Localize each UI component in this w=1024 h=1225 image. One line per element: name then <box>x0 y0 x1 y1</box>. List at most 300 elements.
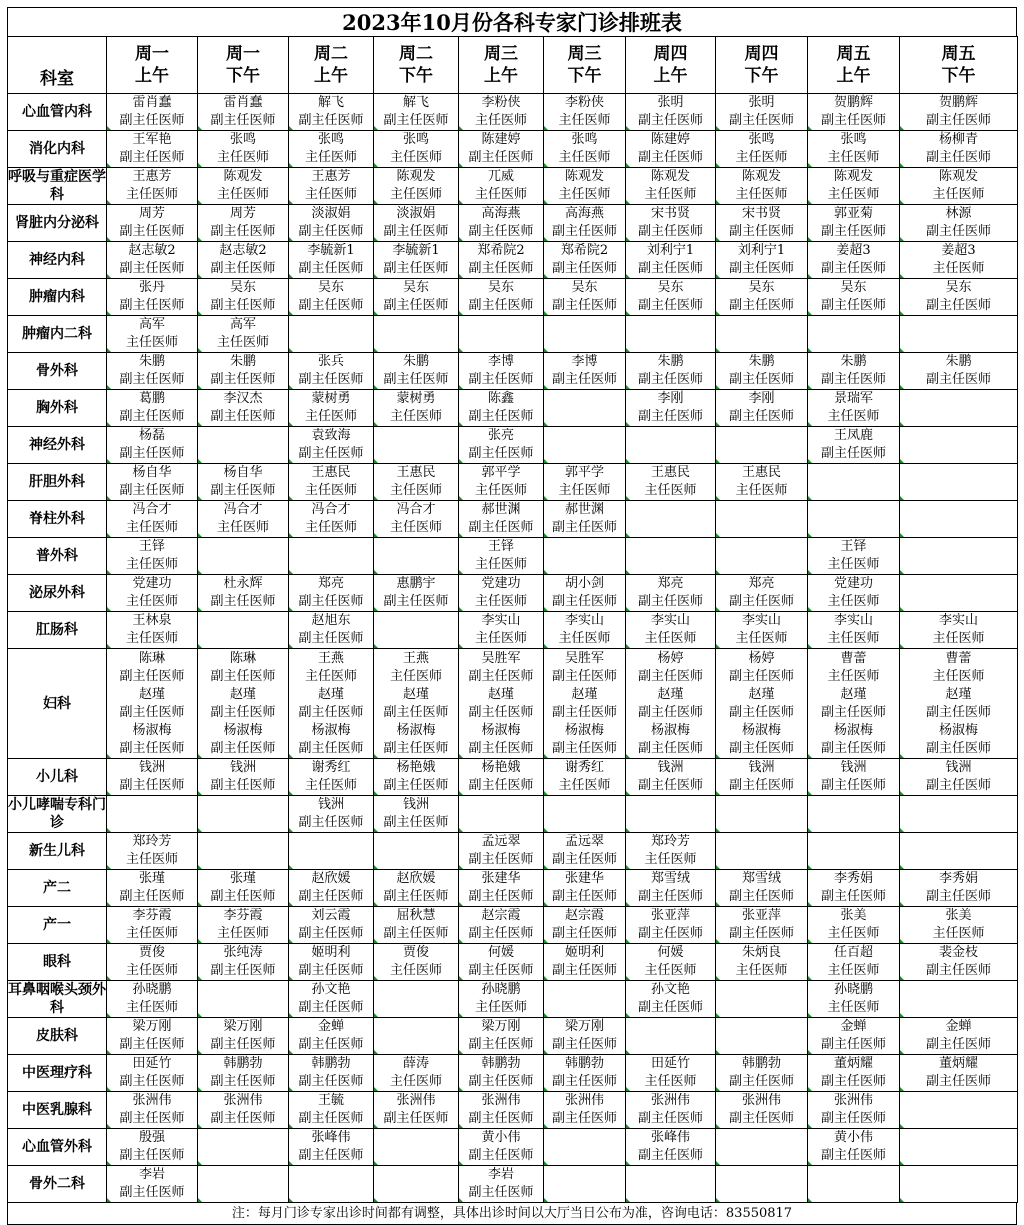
doctor-title: 副主任医师 <box>637 778 703 793</box>
schedule-cell <box>544 131 626 168</box>
cell-corner-marker <box>107 1050 111 1054</box>
cell-corner-marker <box>544 459 548 463</box>
schedule-cell <box>808 944 900 981</box>
day-header-1 <box>107 37 198 94</box>
schedule-cell <box>374 353 459 390</box>
cell-corner-marker <box>716 1087 720 1091</box>
schedule-cell <box>626 1055 716 1092</box>
cell-corner-marker <box>626 163 630 167</box>
doctor-title: 副主任医师 <box>820 778 886 793</box>
cell-corner-marker <box>374 496 378 500</box>
doctor-name: 解飞 <box>317 95 344 110</box>
table-row <box>8 870 1018 907</box>
doctor-name: 王惠民 <box>311 465 351 480</box>
cell-corner-marker <box>900 1087 904 1091</box>
schedule-cell <box>198 796 289 833</box>
cell-corner-marker <box>374 348 378 352</box>
cell-corner-marker <box>289 385 293 389</box>
doctor-name: 贺鹏辉 <box>833 95 873 110</box>
doctor-title: 副主任医师 <box>820 704 886 720</box>
doctor-title: 主任医师 <box>125 631 178 646</box>
doctor-title: 主任医师 <box>644 1074 697 1089</box>
doctor-name: 何媛 <box>487 945 514 960</box>
doctor-name: 张峰伟 <box>311 1130 351 1145</box>
footer-note: 注：每月门诊专家出诊时间都有调整，具体出诊时间以大厅当日公布为准，咨询电话：83550817 <box>7 1203 1017 1225</box>
cell-corner-marker <box>900 1161 904 1165</box>
doctor-title: 主任医师 <box>827 557 880 572</box>
doctor-name: 吴东 <box>487 280 514 295</box>
doctor-name: 郑雪绒 <box>741 871 781 886</box>
cell-corner-marker <box>900 865 904 869</box>
schedule-cell <box>900 981 1018 1018</box>
doctor-name: 李实山 <box>741 613 781 628</box>
cell-corner-marker <box>198 828 202 832</box>
doctor-title: 主任医师 <box>125 852 178 867</box>
doctor-title: 主任医师 <box>827 409 880 424</box>
doctor-title: 副主任医师 <box>383 113 449 128</box>
schedule-cell <box>808 907 900 944</box>
schedule-cell <box>544 427 626 464</box>
doctor-name: 张明 <box>657 95 684 110</box>
doctor-title: 副主任医师 <box>298 1074 364 1089</box>
cell-corner-marker <box>289 865 293 869</box>
cell-corner-marker <box>107 607 111 611</box>
doctor-name: 王毓 <box>317 1093 344 1108</box>
cell-corner-marker <box>459 1087 463 1091</box>
cell-corner-marker <box>544 200 548 204</box>
cell-corner-marker <box>374 200 378 204</box>
doctor-name: 冯合才 <box>132 502 172 517</box>
cell-corner-marker <box>198 348 202 352</box>
day-header-weekday: 周四 <box>744 44 779 64</box>
schedule-cell <box>289 649 374 759</box>
schedule-cell <box>459 796 544 833</box>
cell-corner-marker <box>374 607 378 611</box>
schedule-cell <box>107 168 198 205</box>
doctor-name: 冯合才 <box>311 502 351 517</box>
schedule-cell <box>808 1092 900 1129</box>
cell-corner-marker <box>374 644 378 648</box>
doctor-title: 副主任医师 <box>210 668 276 684</box>
doctor-name: 赵瑾 <box>229 686 256 702</box>
cell-corner-marker <box>459 237 463 241</box>
cell-corner-marker <box>289 348 293 352</box>
cell-corner-marker <box>900 902 904 906</box>
doctor-title: 副主任医师 <box>925 150 991 165</box>
doctor-name: 朱炳良 <box>741 945 781 960</box>
schedule-cell <box>900 1166 1018 1203</box>
table-row <box>8 464 1018 501</box>
cell-corner-marker <box>198 644 202 648</box>
cell-corner-marker <box>716 274 720 278</box>
doctor-title: 副主任医师 <box>637 740 703 756</box>
schedule-cell <box>289 390 374 427</box>
doctor-name: 张洲伟 <box>396 1093 436 1108</box>
doctor-name: 陈琳 <box>138 650 165 666</box>
schedule-cell <box>544 464 626 501</box>
doctor-title: 副主任医师 <box>637 409 703 424</box>
doctor-title: 主任医师 <box>644 852 697 867</box>
doctor-title: 副主任医师 <box>728 261 794 276</box>
cell-corner-marker <box>900 348 904 352</box>
cell-corner-marker <box>198 385 202 389</box>
doctor-name: 赵瑾 <box>487 686 514 702</box>
doctor-title: 副主任医师 <box>383 704 449 720</box>
cell-corner-marker <box>374 754 378 758</box>
day-header-period: 下午 <box>941 66 976 86</box>
doctor-name: 孙晓鹏 <box>481 982 521 997</box>
schedule-cell <box>198 316 289 353</box>
doctor-title: 副主任医师 <box>468 520 534 535</box>
cell-corner-marker <box>459 1124 463 1128</box>
doctor-title: 副主任医师 <box>551 963 617 978</box>
day-header-7 <box>626 37 716 94</box>
cell-corner-marker <box>900 496 904 500</box>
schedule-cell <box>900 501 1018 538</box>
cell-corner-marker <box>626 1198 630 1202</box>
doctor-title: 副主任医师 <box>119 372 185 387</box>
doctor-name: 张瑾 <box>229 871 256 886</box>
cell-corner-marker <box>900 1124 904 1128</box>
cell-corner-marker <box>198 1050 202 1054</box>
doctor-name: 张建华 <box>481 871 521 886</box>
schedule-cell <box>544 168 626 205</box>
table-row <box>8 316 1018 353</box>
day-header-8 <box>716 37 808 94</box>
day-header-period: 上午 <box>135 66 169 86</box>
schedule-cell <box>716 390 808 427</box>
schedule-cell <box>459 94 544 131</box>
cell-corner-marker <box>808 644 812 648</box>
schedule-cell <box>716 796 808 833</box>
schedule-cell <box>716 1092 808 1129</box>
doctor-title: 副主任医师 <box>728 298 794 313</box>
doctor-name: 刘云霞 <box>311 908 351 923</box>
schedule-cell <box>374 168 459 205</box>
day-header-weekday: 周一 <box>135 44 169 64</box>
schedule-cell <box>544 390 626 427</box>
day-header-10 <box>900 37 1018 94</box>
cell-corner-marker <box>626 496 630 500</box>
schedule-cell <box>374 833 459 870</box>
cell-corner-marker <box>716 163 720 167</box>
day-header-weekday: 周五 <box>941 44 976 64</box>
schedule-cell <box>459 538 544 575</box>
schedule-cell <box>459 833 544 870</box>
doctor-name: 张洲伟 <box>650 1093 690 1108</box>
doctor-name: 周芳 <box>229 206 256 221</box>
schedule-cell <box>900 390 1018 427</box>
day-header-period: 上午 <box>653 66 688 86</box>
doctor-name: 杨淑梅 <box>564 722 604 738</box>
schedule-cell <box>459 316 544 353</box>
doctor-title: 副主任医师 <box>210 889 276 904</box>
doctor-name: 张峰伟 <box>650 1130 690 1145</box>
doctor-title: 主任医师 <box>558 113 611 128</box>
schedule-cell <box>459 649 544 759</box>
cell-corner-marker <box>107 200 111 204</box>
schedule-cell <box>808 353 900 390</box>
cell-corner-marker <box>808 865 812 869</box>
day-header-weekday: 周三 <box>567 44 602 64</box>
schedule-cell <box>374 242 459 279</box>
doctor-title: 主任医师 <box>216 335 269 350</box>
doctor-title: 副主任医师 <box>925 704 991 720</box>
cell-corner-marker <box>900 311 904 315</box>
schedule-cell <box>374 1166 459 1203</box>
doctor-name: 吴东 <box>657 280 684 295</box>
cell-corner-marker <box>198 902 202 906</box>
schedule-cell <box>544 501 626 538</box>
dept-cell: 呼吸与重症医学科 <box>8 169 106 203</box>
cell-corner-marker <box>459 1013 463 1017</box>
doctor-title: 主任医师 <box>389 483 442 498</box>
doctor-name: 张洲伟 <box>741 1093 781 1108</box>
doctor-name: 董炳耀 <box>833 1056 873 1071</box>
doctor-name: 赵瑾 <box>840 686 867 702</box>
cell-corner-marker <box>289 791 293 795</box>
cell-corner-marker <box>374 311 378 315</box>
cell-corner-marker <box>289 1050 293 1054</box>
schedule-cell <box>459 1129 544 1166</box>
schedule-cell <box>716 316 808 353</box>
doctor-title: 副主任医师 <box>468 852 534 867</box>
doctor-name: 郑玲芳 <box>132 834 172 849</box>
schedule-cell <box>808 612 900 649</box>
table-row <box>8 575 1018 612</box>
table-row <box>8 538 1018 575</box>
doctor-title: 副主任医师 <box>728 889 794 904</box>
doctor-name: 姜超3 <box>836 243 871 258</box>
cell-corner-marker <box>544 163 548 167</box>
cell-corner-marker <box>289 237 293 241</box>
doctor-title: 主任医师 <box>932 187 985 202</box>
schedule-cell <box>289 464 374 501</box>
cell-corner-marker <box>459 496 463 500</box>
doctor-name: 冯合才 <box>396 502 436 517</box>
doctor-name: 淡淑娟 <box>311 206 351 221</box>
schedule-cell <box>107 94 198 131</box>
cell-corner-marker <box>626 976 630 980</box>
cell-corner-marker <box>626 902 630 906</box>
cell-corner-marker <box>900 237 904 241</box>
doctor-name: 杨艳娥 <box>396 760 436 775</box>
schedule-title: 2023年10月份各科专家门诊排班表 <box>7 7 1017 36</box>
doctor-title: 副主任医师 <box>383 224 449 239</box>
doctor-name: 王凤鹿 <box>833 428 873 443</box>
doctor-name: 惠鹏宇 <box>396 576 436 591</box>
doctor-title: 副主任医师 <box>551 668 617 684</box>
cell-corner-marker <box>289 1013 293 1017</box>
cell-corner-marker <box>107 754 111 758</box>
cell-corner-marker <box>459 533 463 537</box>
cell-corner-marker <box>626 459 630 463</box>
schedule-cell <box>716 833 808 870</box>
cell-corner-marker <box>716 828 720 832</box>
cell-corner-marker <box>900 274 904 278</box>
doctor-title: 主任医师 <box>389 963 442 978</box>
cell-corner-marker <box>374 791 378 795</box>
cell-corner-marker <box>900 1050 904 1054</box>
cell-corner-marker <box>289 126 293 130</box>
schedule-cell <box>107 1092 198 1129</box>
cell-corner-marker <box>107 126 111 130</box>
cell-corner-marker <box>808 939 812 943</box>
doctor-title: 副主任医师 <box>119 778 185 793</box>
schedule-cell <box>544 242 626 279</box>
doctor-name: 董炳耀 <box>938 1056 978 1071</box>
doctor-title: 主任医师 <box>932 261 985 276</box>
doctor-name: 姬明利 <box>564 945 604 960</box>
schedule-cell <box>808 833 900 870</box>
schedule-cell <box>808 1055 900 1092</box>
cell-corner-marker <box>289 1161 293 1165</box>
doctor-name: 陈观发 <box>938 169 978 184</box>
doctor-title: 主任医师 <box>125 187 178 202</box>
doctor-name: 张亚萍 <box>741 908 781 923</box>
doctor-name: 谢秀红 <box>311 760 351 775</box>
cell-corner-marker <box>544 311 548 315</box>
cell-corner-marker <box>289 496 293 500</box>
schedule-cell <box>198 1129 289 1166</box>
cell-corner-marker <box>289 1124 293 1128</box>
doctor-name: 梁万刚 <box>223 1019 263 1034</box>
cell-corner-marker <box>459 1198 463 1202</box>
day-header-period: 下午 <box>399 66 433 86</box>
schedule-cell <box>459 907 544 944</box>
cell-corner-marker <box>459 570 463 574</box>
table-row <box>8 353 1018 390</box>
cell-corner-marker <box>900 939 904 943</box>
cell-corner-marker <box>626 200 630 204</box>
cell-corner-marker <box>626 644 630 648</box>
cell-corner-marker <box>374 976 378 980</box>
schedule-cell <box>374 538 459 575</box>
cell-corner-marker <box>198 126 202 130</box>
doctor-title: 主任医师 <box>389 187 442 202</box>
doctor-title: 副主任医师 <box>728 926 794 941</box>
cell-corner-marker <box>107 422 111 426</box>
doctor-name: 陈观发 <box>741 169 781 184</box>
doctor-name: 杨婷 <box>748 650 775 666</box>
cell-corner-marker <box>626 348 630 352</box>
schedule-cell <box>626 316 716 353</box>
doctor-title: 副主任医师 <box>551 261 617 276</box>
doctor-name: 党建功 <box>833 576 873 591</box>
dept-cell: 妇科 <box>8 649 107 759</box>
schedule-cell <box>808 279 900 316</box>
header-row <box>8 37 1018 94</box>
doctor-title: 副主任医师 <box>119 740 185 756</box>
doctor-name: 吴东 <box>945 280 972 295</box>
doctor-title: 主任医师 <box>216 187 269 202</box>
schedule-cell <box>544 94 626 131</box>
doctor-title: 副主任医师 <box>210 483 276 498</box>
cell-corner-marker <box>459 865 463 869</box>
schedule-cell <box>808 575 900 612</box>
table-row <box>8 242 1018 279</box>
dept-cell: 骨外二科 <box>8 1166 107 1203</box>
schedule-cell <box>626 501 716 538</box>
doctor-title: 副主任医师 <box>820 298 886 313</box>
schedule-cell <box>198 1018 289 1055</box>
doctor-name: 李实山 <box>564 613 604 628</box>
schedule-cell <box>900 427 1018 464</box>
schedule-cell <box>107 538 198 575</box>
schedule-cell <box>716 1018 808 1055</box>
dept-cell: 肝胆外科 <box>8 464 107 501</box>
dept-cell: 心血管外科 <box>8 1129 107 1166</box>
schedule-cell <box>289 427 374 464</box>
doctor-name: 吴东 <box>571 280 598 295</box>
cell-corner-marker <box>289 976 293 980</box>
schedule-cell <box>544 907 626 944</box>
doctor-title: 副主任医师 <box>637 594 703 609</box>
table-row <box>8 833 1018 870</box>
cell-corner-marker <box>198 791 202 795</box>
doctor-name: 任百超 <box>833 945 873 960</box>
schedule-cell <box>626 612 716 649</box>
cell-corner-marker <box>198 939 202 943</box>
doctor-name: 李粉侠 <box>564 95 604 110</box>
doctor-title: 副主任医师 <box>925 224 991 239</box>
cell-corner-marker <box>808 311 812 315</box>
cell-corner-marker <box>107 902 111 906</box>
cell-corner-marker <box>716 348 720 352</box>
doctor-title: 副主任医师 <box>637 224 703 239</box>
doctor-name: 朱鹏 <box>402 354 429 369</box>
doctor-name: 钱洲 <box>317 797 344 812</box>
doctor-name: 杨自华 <box>223 465 263 480</box>
day-header-weekday: 周二 <box>314 44 348 64</box>
cell-corner-marker <box>459 902 463 906</box>
doctor-title: 副主任医师 <box>383 1111 449 1126</box>
doctor-title: 主任医师 <box>558 631 611 646</box>
cell-corner-marker <box>107 1124 111 1128</box>
cell-corner-marker <box>544 126 548 130</box>
cell-corner-marker <box>459 422 463 426</box>
doctor-title: 副主任医师 <box>298 889 364 904</box>
doctor-title: 副主任医师 <box>925 740 991 756</box>
schedule-cell <box>289 833 374 870</box>
doctor-title: 副主任医师 <box>210 1037 276 1052</box>
schedule-cell <box>544 353 626 390</box>
cell-corner-marker <box>544 1161 548 1165</box>
schedule-cell <box>198 390 289 427</box>
schedule-cell <box>808 390 900 427</box>
cell-corner-marker <box>289 902 293 906</box>
doctor-title: 主任医师 <box>558 483 611 498</box>
doctor-title: 副主任医师 <box>637 261 703 276</box>
cell-corner-marker <box>544 865 548 869</box>
schedule-cell <box>626 796 716 833</box>
doctor-title: 副主任医师 <box>925 963 991 978</box>
schedule-body <box>8 94 1018 1203</box>
doctor-title: 副主任医师 <box>468 889 534 904</box>
cell-corner-marker <box>716 865 720 869</box>
doctor-name: 韩鹏勃 <box>223 1056 263 1071</box>
schedule-cell <box>107 1018 198 1055</box>
schedule-cell <box>808 464 900 501</box>
doctor-name: 姜超3 <box>941 243 976 258</box>
schedule-cell <box>107 1055 198 1092</box>
schedule-cell <box>544 796 626 833</box>
doctor-name: 李博 <box>571 354 598 369</box>
doctor-title: 主任医师 <box>735 483 788 498</box>
doctor-title: 副主任医师 <box>925 1037 991 1052</box>
doctor-name: 李芬霞 <box>223 908 263 923</box>
doctor-title: 副主任医师 <box>925 113 991 128</box>
